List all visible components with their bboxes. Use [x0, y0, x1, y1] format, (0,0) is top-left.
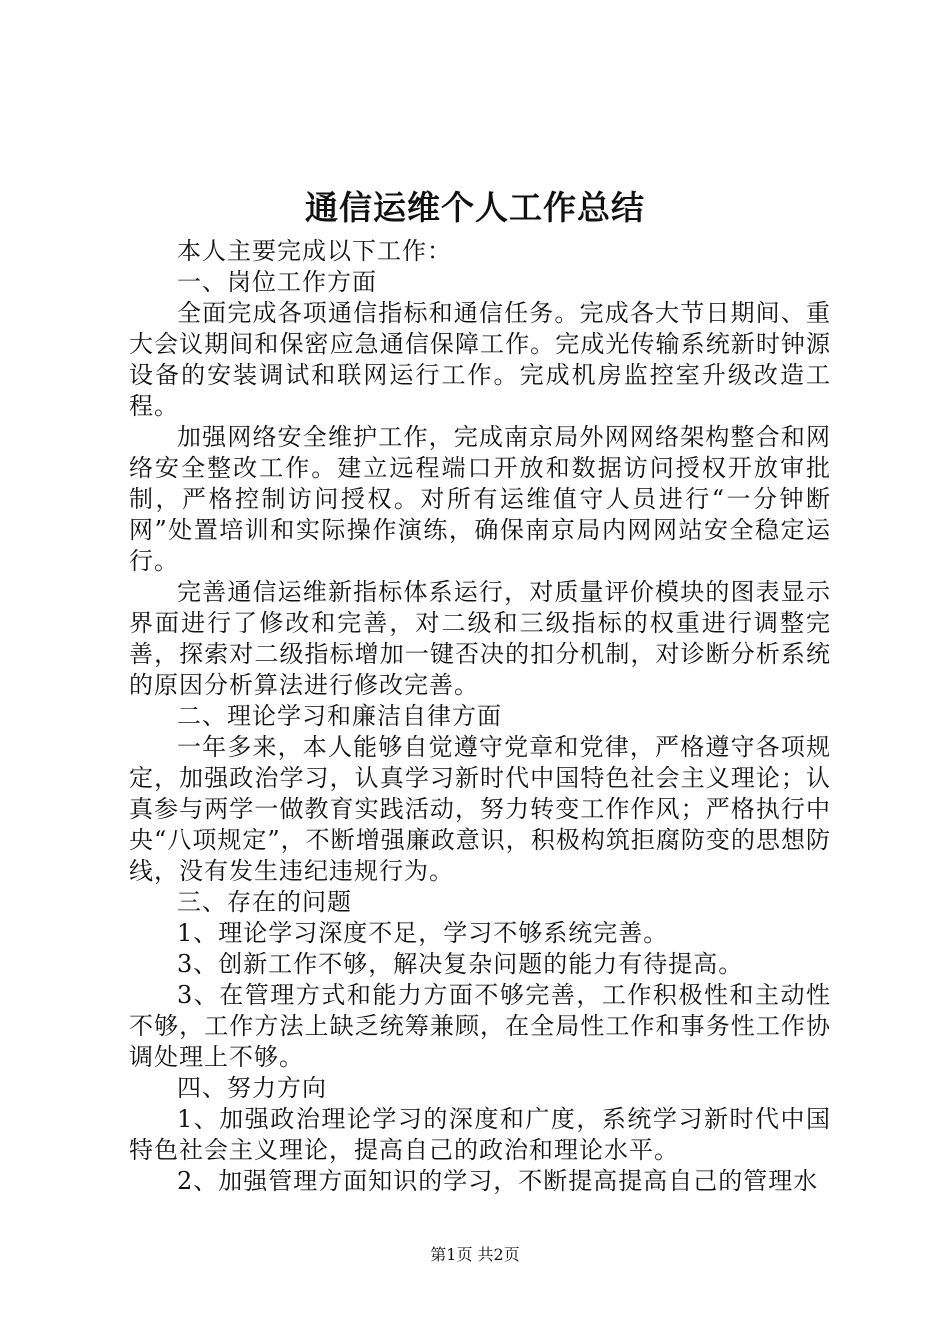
section-heading-job-work: 一、岗位工作方面 — [177, 268, 377, 296]
document-title: 通信运维个人工作总结 — [305, 188, 645, 227]
list-item-problem-1: 1、理论学习深度不足，学习不够系统完善。 — [177, 919, 669, 947]
paragraph-job-indicators: 全面完成各项通信指标和通信任务。完成各大节日期间、重大会议期间和保密应急通信保障工作。完成光传输系统新时钟源设备的安装调试和联网运行工作。完成机房监控室升级改造工程。 — [129, 299, 831, 420]
document-body — [129, 236, 831, 1197]
paragraph-indicator-system: 完善通信运维新指标体系运行，对质量评价模块的图表显示界面进行了修改和完善，对二级和三级指标的权重进行调整完善，探索对二级指标增加一键否决的扣分机制，对诊断分析系统的原因分析算法进行修改完善。 — [129, 578, 831, 699]
section-heading-problems: 三、存在的问题 — [177, 888, 352, 916]
list-item-problem-2: 3、创新工作不够，解决复杂问题的能力有待提高。 — [177, 950, 744, 978]
page-number-footer: 第1页 共2页 — [430, 1245, 520, 1264]
paragraph-study-integrity: 一年多来，本人能够自觉遵守党章和党律，严格遵守各项规定，加强政治学习，认真学习新时代中国特色社会主义理论；认真参与两学一做教育实践活动，努力转变工作作风；严格执行中央“八项规定”，不断增强廉政意识，积极构筑拒腐防变的思想防线，没有发生违纪违规行为。 — [129, 733, 831, 885]
section-heading-study-integrity: 二、理论学习和廉洁自律方面 — [177, 702, 502, 730]
list-item-direction-2: 2、加强管理方面知识的学习，不断提高提高自己的管理水 — [177, 1167, 819, 1195]
list-item-problem-3: 3、在管理方式和能力方面不够完善，工作积极性和主动性不够，工作方法上缺乏统筹兼顾，在全局性工作和事务性工作协调处理上不够。 — [129, 981, 831, 1071]
paragraph-network-security: 加强网络安全维护工作，完成南京局外网网络架构整合和网络安全整改工作。建立远程端口开放和数据访问授权开放审批制，严格控制访问授权。对所有运维值守人员进行“一分钟断网”处置培训和实际操作演练，确保南京局内网网站安全稳定运行。 — [129, 423, 831, 575]
list-item-direction-1: 1、加强政治理论学习的深度和广度，系统学习新时代中国特色社会主义理论，提高自己的政治和理论水平。 — [129, 1105, 831, 1164]
section-heading-direction: 四、努力方向 — [177, 1074, 327, 1102]
paragraph-intro: 本人主要完成以下工作： — [177, 237, 452, 265]
